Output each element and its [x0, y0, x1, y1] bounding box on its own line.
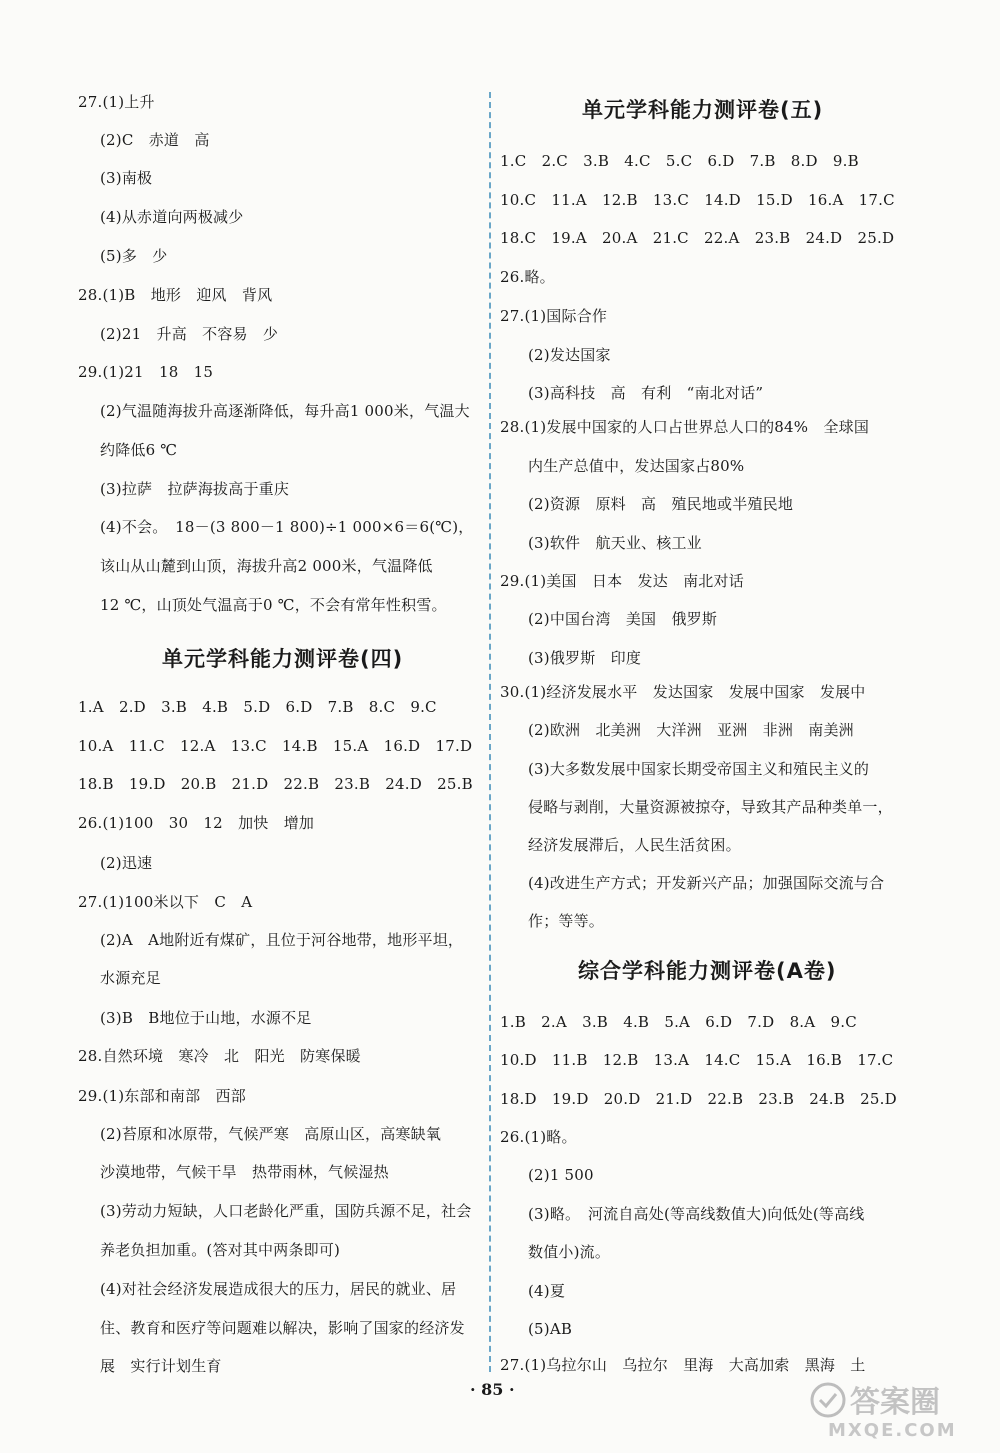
answer-line: 18.B 19.D 20.B 21.D 22.B 23.B 24.D 25.B [78, 775, 473, 793]
answer-line: (3)南极 [100, 169, 153, 187]
answer-line: 经济发展滞后，人民生活贫困。 [528, 836, 741, 854]
answer-line: 作；等等。 [528, 912, 605, 930]
answer-line: (4)从赤道向两极减少 [100, 208, 244, 226]
section-title: 综合学科能力测评卷(A卷) [578, 959, 837, 983]
watermark-icon [808, 1372, 968, 1442]
answer-line: 10.C 11.A 12.B 13.C 14.D 15.D 16.A 17.C [500, 191, 895, 209]
section-title: 单元学科能力测评卷(五) [582, 98, 824, 122]
answer-line: (2)A A地附近有煤矿，且位于河谷地带，地形平坦， [100, 931, 464, 949]
section-title: 单元学科能力测评卷(四) [162, 647, 404, 671]
answer-line: 28.自然环境 寒冷 北 阳光 防寒保暖 [78, 1047, 361, 1065]
answer-line: (3)B B地位于山地，水源不足 [100, 1009, 312, 1027]
answer-line: 27.(1)乌拉尔山 乌拉尔 里海 大高加索 黑海 土 [500, 1356, 866, 1374]
answer-line: 10.A 11.C 12.A 13.C 14.B 15.A 16.D 17.D [78, 737, 473, 755]
watermark-logo [808, 1372, 968, 1442]
answer-line: 26.(1)100 30 12 加快 增加 [78, 814, 315, 832]
answer-line: 27.(1)100米以下 C A [78, 893, 253, 911]
answer-line: 18.C 19.A 20.A 21.C 22.A 23.B 24.D 25.D [500, 229, 895, 247]
answer-line: (2)欧洲 北美洲 大洋洲 亚洲 非洲 南美洲 [528, 721, 854, 739]
watermark-url: MXQE.COM [828, 1420, 957, 1441]
answer-line: (3)软件 航天业、核工业 [528, 534, 702, 552]
answer-line: (2)苔原和冰原带，气候严寒 高原山区，高寒缺氧 [100, 1125, 442, 1143]
column-divider [489, 92, 491, 1372]
answer-line: 展 实行计划生育 [100, 1357, 222, 1375]
answer-line: 27.(1)上升 [78, 93, 155, 111]
answer-line: 侵略与剥削，大量资源被掠夺，导致其产品种类单一， [528, 798, 893, 816]
answer-line: 18.D 19.D 20.D 21.D 22.B 23.B 24.B 25.D [500, 1090, 897, 1108]
answer-line: (2)发达国家 [528, 346, 611, 364]
answer-line: 水源充足 [100, 969, 161, 987]
answer-line: 约降低6 ℃ [100, 441, 178, 459]
answer-line: 12 ℃，山顶处气温高于0 ℃，不会有常年性积雪。 [100, 596, 447, 614]
answer-line: (3)高科技 高 有利 “南北对话” [528, 384, 764, 402]
answer-line: 27.(1)国际合作 [500, 307, 608, 325]
answer-line: (3)俄罗斯 印度 [528, 649, 642, 667]
answer-line: (2)气温随海拔升高逐渐降低，每升高1 000米，气温大 [100, 402, 470, 420]
answer-line: 1.C 2.C 3.B 4.C 5.C 6.D 7.B 8.D 9.B [500, 152, 859, 170]
answer-line: (2)中国台湾 美国 俄罗斯 [528, 610, 718, 628]
answer-line: (4)不会。 18－(3 800－1 800)÷1 000×6＝6(℃)， [100, 518, 474, 536]
answer-line: 沙漠地带，气候干旱 热带雨林，气候湿热 [100, 1163, 389, 1181]
answer-line: (3)拉萨 拉萨海拔高于重庆 [100, 480, 290, 498]
answer-line: 29.(1)美国 日本 发达 南北对话 [500, 572, 744, 590]
answer-line: 内生产总值中，发达国家占80% [528, 457, 745, 475]
answer-line: (4)对社会经济发展造成很大的压力，居民的就业、居 [100, 1280, 457, 1298]
answer-line: 28.(1)B 地形 迎风 背风 [78, 286, 273, 304]
answer-line: (2)21 升高 不容易 少 [100, 325, 279, 343]
answer-line: (2)1 500 [528, 1166, 594, 1184]
answer-line: 28.(1)发展中国家的人口占世界总人口的84% 全球国 [500, 418, 870, 436]
answer-line: 26.略。 [500, 268, 555, 286]
answer-line: (4)夏 [528, 1282, 566, 1300]
answer-line: 数值小)流。 [528, 1243, 611, 1261]
answer-line: (4)改进生产方式；开发新兴产品；加强国际交流与合 [528, 874, 885, 892]
answer-line: (5)AB [528, 1320, 573, 1338]
answer-line: 住、教育和医疗等问题难以解决，影响了国家的经济发 [100, 1319, 465, 1337]
answer-line: 30.(1)经济发展水平 发达国家 发展中国家 发展中 [500, 683, 866, 701]
answer-line: 该山从山麓到山顶，海拔升高2 000米，气温降低 [100, 557, 433, 575]
answer-line: (3)劳动力短缺，人口老龄化严重，国防兵源不足，社会 [100, 1202, 472, 1220]
answer-line: 29.(1)21 18 15 [78, 363, 214, 381]
answer-line: 29.(1)东部和南部 西部 [78, 1087, 246, 1105]
watermark-brand: 答案圈 [850, 1385, 940, 1420]
answer-line: 10.D 11.B 12.B 13.A 14.C 15.A 16.B 17.C [500, 1051, 894, 1069]
answer-line: (2)C 赤道 高 [100, 131, 210, 149]
answer-line: 1.A 2.D 3.B 4.B 5.D 6.D 7.B 8.C 9.C [78, 698, 437, 716]
answer-line: (2)资源 原料 高 殖民地或半殖民地 [528, 495, 794, 513]
answer-line: (3)大多数发展中国家长期受帝国主义和殖民主义的 [528, 760, 870, 778]
answer-line: (3)略。 河流自高处(等高线数值大)向低处(等高线 [528, 1205, 865, 1223]
answer-line: (5)多 少 [100, 247, 168, 265]
answer-line: 养老负担加重。(答对其中两条即可) [100, 1241, 341, 1259]
answer-line: 26.(1)略。 [500, 1128, 577, 1146]
answer-line: (2)迅速 [100, 854, 153, 872]
page-number: · 85 · [470, 1380, 515, 1399]
answer-line: 1.B 2.A 3.B 4.B 5.A 6.D 7.D 8.A 9.C [500, 1013, 857, 1031]
